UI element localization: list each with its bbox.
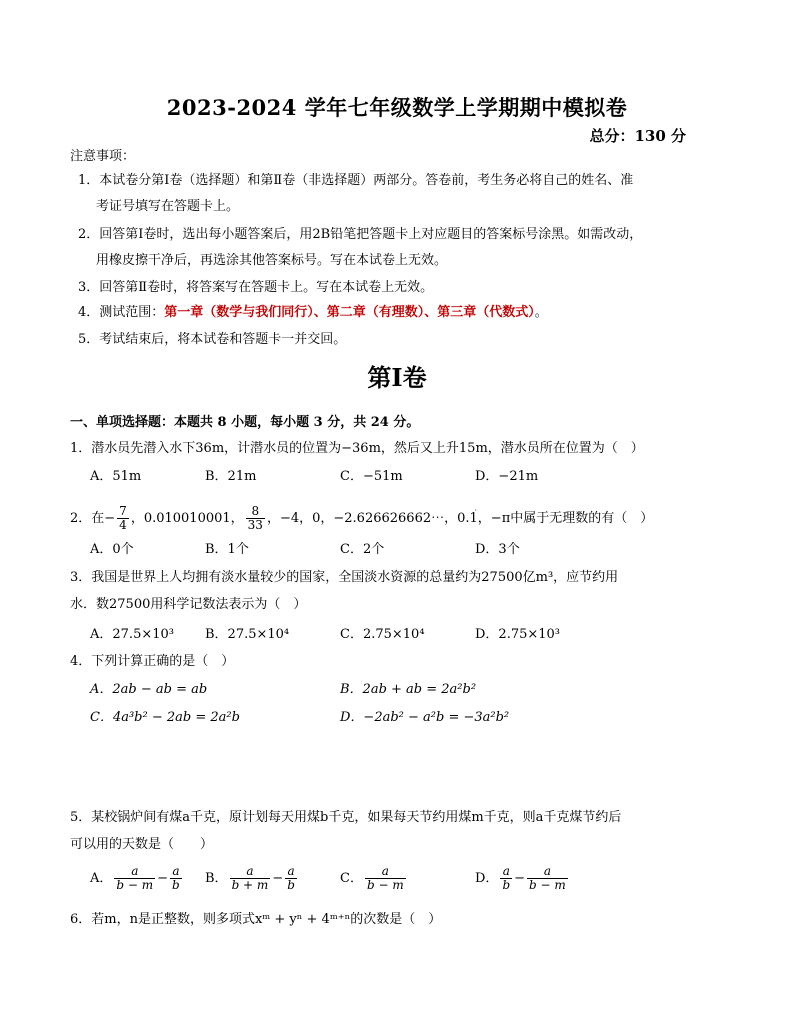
part-title: 第Ⅰ卷 <box>367 363 427 392</box>
q1-option-b: B．21m <box>205 469 257 484</box>
q4-option-d: D．−2ab² − a²b = −3a²b² <box>340 710 510 725</box>
q1-option-a: A．51m <box>90 469 142 484</box>
fraction <box>170 865 182 892</box>
q2-post: ，−4，0，−2.626626662⋯，0.1 <box>266 511 478 526</box>
question-1-stem: 1．潜水员先潜入水下36m，计潜水员的位置为−36m，然后又上升15m，潜水员所在位置为（ ） <box>70 441 644 456</box>
notice-heading: 注意事项： <box>70 149 136 164</box>
section-heading: 一、单项选择题：本题共 8 小题，每小题 3 分，共 24 分。 <box>70 415 420 430</box>
notice-item-5: 5．考试结束后，将本试卷和答题卡一并交回。 <box>78 332 347 347</box>
fraction <box>500 865 512 892</box>
notice-item-4-end: 。 <box>534 305 548 320</box>
question-3-stem-2: 水．数27500用科学记数法表示为（ ） <box>70 597 307 612</box>
q3-option-c: C．2.75×10⁴ <box>340 627 425 642</box>
minus-sign: − <box>157 871 169 886</box>
fraction-denominator: b − m <box>116 878 154 892</box>
notice-item-4 <box>78 304 548 322</box>
question-2-stem <box>70 500 653 533</box>
fraction <box>365 865 406 892</box>
notice-item-2-cont: 用橡皮擦干净后，再选涂其他答案标号。写在本试卷上无效。 <box>96 253 448 268</box>
q2-option-c: C．2个 <box>340 542 385 557</box>
q2-option-a: A．0个 <box>90 542 134 557</box>
fraction-numerator: a <box>502 864 510 878</box>
option-label: B． <box>205 871 228 886</box>
fraction <box>285 865 297 892</box>
fraction-denominator: 33 <box>247 518 263 532</box>
fraction-numerator: a <box>131 864 139 878</box>
fraction-8-33 <box>246 505 265 532</box>
fraction-numerator: a <box>287 864 295 878</box>
fraction-7-4 <box>117 505 129 532</box>
fraction-numerator: a <box>381 864 389 878</box>
q3-option-a: A．27.5×10³ <box>90 627 174 642</box>
q5-option-a <box>90 864 184 894</box>
q4-option-b: B．2ab + ab = 2a²b² <box>340 682 477 697</box>
question-3-stem-1: 3．我国是世界上人均拥有淡水量较少的国家，全国淡水资源的总量约为27500亿m³，应节约用 <box>70 570 619 585</box>
q5-option-b <box>205 864 299 894</box>
test-scope: 第一章（数学与我们同行）、第二章（有理数）、第三章（代数式） <box>164 305 535 320</box>
fraction-denominator: b <box>502 878 511 892</box>
q3-option-d: D．2.75×10³ <box>475 627 561 642</box>
notice-item-2: 2．回答第Ⅰ卷时，选出每小题答案后，用2B铅笔把答题卡上对应题目的答案标号涂黑。如需改动， <box>78 227 643 242</box>
fraction-denominator: b + m <box>231 878 269 892</box>
q2-option-d: D．3个 <box>475 542 520 557</box>
exam-title: 2023-2024 学年七年级数学上学期期中模拟卷 <box>166 95 628 120</box>
q2-post2: ，−π中属于无理数的有（ ） <box>477 511 654 526</box>
fraction-numerator: a <box>246 864 254 878</box>
total-score: 总分：130 分 <box>589 127 686 145</box>
fraction-numerator: a <box>543 864 551 878</box>
fraction-denominator: b <box>287 878 295 892</box>
fraction <box>230 865 271 892</box>
option-label: D． <box>475 871 499 886</box>
question-6-stem: 6．若m，n是正整数，则多项式xᵐ + yⁿ + 4ᵐ⁺ⁿ的次数是（ ） <box>70 912 442 927</box>
minus-sign: − <box>272 871 284 886</box>
notice-item-3: 3．回答第Ⅱ卷时，将答案写在答题卡上。写在本试卷上无效。 <box>78 280 434 295</box>
fraction <box>114 865 155 892</box>
q4-option-a: A．2ab − ab = ab <box>90 682 208 697</box>
notice-item-4-label: 4．测试范围： <box>78 305 165 320</box>
notice-item-1-cont: 考证号填写在答题卡上。 <box>96 199 240 214</box>
fraction-numerator: a <box>172 864 180 878</box>
fraction-numerator: 8 <box>251 504 260 518</box>
option-label: C． <box>340 871 363 886</box>
fraction-denominator: b <box>172 878 180 892</box>
q5-option-c <box>340 864 408 894</box>
fraction-denominator: b − m <box>366 878 404 892</box>
q5-option-d <box>475 864 570 894</box>
fraction-denominator: b − m <box>529 878 566 892</box>
minus-sign: − <box>514 871 526 886</box>
fraction-numerator: 7 <box>119 504 127 518</box>
q2-option-b: B．1个 <box>205 542 249 557</box>
q2-pre: 2．在− <box>70 511 116 526</box>
fraction-denominator: 4 <box>119 518 127 532</box>
option-label: A． <box>90 871 113 886</box>
question-4-stem: 4．下列计算正确的是（ ） <box>70 654 235 669</box>
question-5-stem-1: 5．某校锅炉间有煤a千克，原计划每天用煤b千克，如果每天节约用煤m千克，则a千克煤节约后 <box>70 810 622 825</box>
q1-option-d: D．−21m <box>475 469 539 484</box>
q1-option-c: C．−51m <box>340 469 403 484</box>
q4-option-c: C．4a³b² − 2ab = 2a²b <box>90 710 240 725</box>
q3-option-b: B．27.5×10⁴ <box>205 627 290 642</box>
notice-item-1: 1．本试卷分第Ⅰ卷（选择题）和第Ⅱ卷（非选择题）两部分。答卷前，考生务必将自己的姓名、准 <box>78 173 634 188</box>
question-5-stem-2: 可以用的天数是（ ） <box>70 837 214 852</box>
q2-mid: ，0.010010001， <box>130 511 244 526</box>
fraction <box>527 865 568 892</box>
